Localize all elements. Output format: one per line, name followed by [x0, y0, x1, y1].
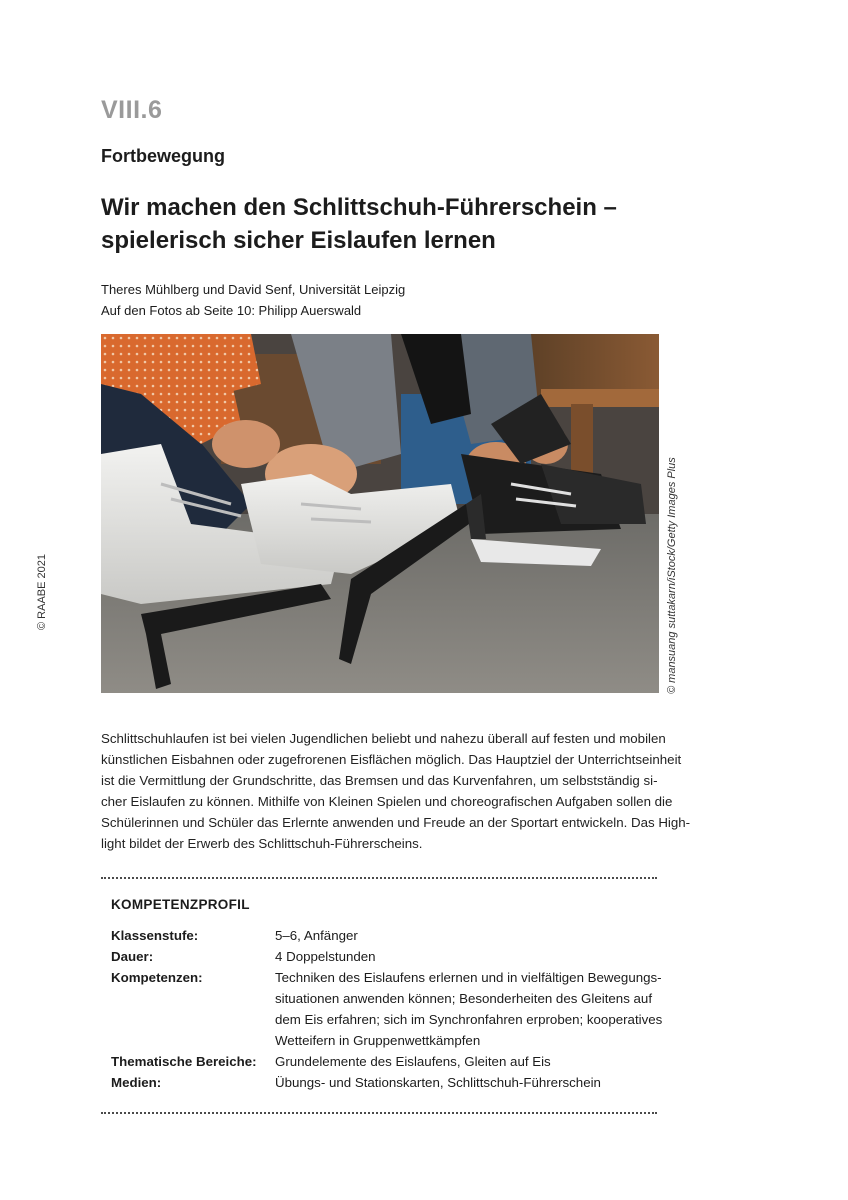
- intro-line: künstlichen Eisbahnen oder zugefrorenen Eisflächen möglich. Das Hauptziel der Unterrichtseinheit: [101, 752, 682, 767]
- photo-note: Auf den Fotos ab Seite 10: Philipp Auerswald: [101, 303, 362, 318]
- intro-line: ist die Vermittlung der Grundschritte, das Bremsen und das Kurvenfahren, um selbstständig si-: [101, 773, 658, 788]
- intro-line: Schülerinnen und Schüler das Erlernte anwenden und Freude an der Sportart entwickeln. Das High-: [101, 815, 691, 830]
- divider-bottom: [101, 1112, 657, 1114]
- profile-value: [275, 925, 647, 946]
- intro-line: Schlittschuhlaufen ist bei vielen Jugendlichen beliebt und nahezu überall auf festen und mobilen: [101, 731, 666, 746]
- competence-profile: [111, 925, 663, 1093]
- author-block: [101, 279, 405, 321]
- title-line-1: Wir machen den Schlittschuh-Führerschein –: [101, 194, 617, 221]
- profile-row-media: [111, 1072, 651, 1093]
- profile-label: Dauer:: [111, 949, 154, 964]
- profile-label: Medien:: [111, 1075, 162, 1090]
- divider-top: [101, 877, 657, 879]
- profile-value: [275, 1051, 647, 1072]
- profile-value-line: Techniken des Eislaufens erlernen und in vielfältigen Bewegungs-: [275, 970, 662, 985]
- profile-value-line: Grundelemente des Eislaufens, Gleiten auf Eis: [275, 1054, 551, 1069]
- intro-paragraph: [101, 728, 691, 854]
- title-line-2: spielerisch sicher Eislaufen lernen: [101, 227, 496, 254]
- page-title: [101, 191, 701, 257]
- profile-row-grade: [111, 925, 651, 946]
- profile-value-line: situationen anwenden können; Besonderheiten des Gleitens auf: [275, 991, 653, 1006]
- intro-line: light bildet der Erwerb des Schlittschuh-Führerscheins.: [101, 836, 423, 851]
- profile-value-line: 4 Doppelstunden: [275, 949, 376, 964]
- profile-label: Kompetenzen:: [111, 970, 203, 985]
- profile-label: Klassenstufe:: [111, 928, 199, 943]
- profile-row-duration: [111, 946, 651, 967]
- profile-row-topics: [111, 1051, 651, 1072]
- copyright-notice: © RAABE 2021: [36, 554, 48, 630]
- authors: Theres Mühlberg und David Senf, Universität Leipzig: [101, 282, 406, 297]
- profile-label: Thematische Bereiche:: [111, 1054, 257, 1069]
- profile-row-competences: [111, 967, 663, 1051]
- category-label: Fortbewegung: [101, 146, 225, 166]
- profile-value-line: Übungs- und Stationskarten, Schlittschuh-Führerschein: [275, 1075, 601, 1090]
- profile-heading: KOMPETENZPROFIL: [111, 897, 250, 912]
- section-number: VIII.6: [101, 96, 163, 124]
- profile-value-line: Wetteifern in Gruppenwettkämpfen: [275, 1033, 481, 1048]
- photo-credit: © mansuang suttakarn/iStock/Getty Images Plus: [666, 457, 678, 694]
- profile-value: [275, 967, 663, 1051]
- hero-photo: [101, 334, 659, 693]
- profile-value: [275, 1072, 647, 1093]
- intro-line: cher Eislaufen zu können. Mithilfe von Kleinen Spielen und choreografischen Aufgaben sollen die: [101, 794, 673, 809]
- profile-value-line: dem Eis erfahren; sich im Synchronfahren erproben; kooperatives: [275, 1012, 663, 1027]
- profile-value-line: 5–6, Anfänger: [275, 928, 358, 943]
- profile-value: [275, 946, 647, 967]
